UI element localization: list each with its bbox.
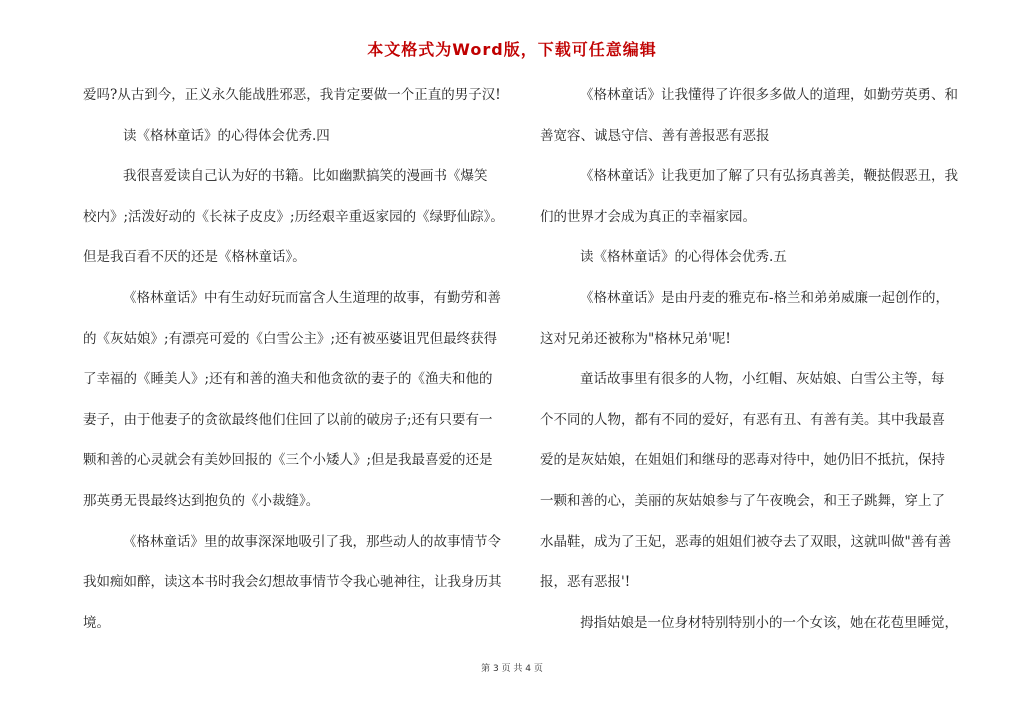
text-line: 的《灰姑娘》;有漂亮可爱的《白雪公主》;还有被巫婆诅咒但最终获得 — [83, 330, 498, 347]
document-header-title: 本文格式为Word版，下载可任意编辑 — [367, 40, 657, 59]
text-line: 们的世界才会成为真正的幸福家园。 — [540, 208, 756, 225]
text-line: 一颗和善的心，美丽的灰姑娘参与了午夜晚会，和王子跳舞，穿上了 — [540, 492, 945, 509]
text-line: 境。 — [83, 614, 110, 631]
text-line: 水晶鞋，成为了王妃，恶毒的姐姐们被夺去了双眼，这就叫做"善有善 — [540, 533, 952, 550]
text-line: 童话故事里有很多的人物，小红帽、灰姑娘、白雪公主等，每 — [580, 371, 945, 388]
text-line: 爱吗?从古到今，正义永久能战胜邪恶，我肯定要做一个正直的男子汉! — [83, 87, 501, 103]
page-number-footer: 第 3 页 共 4 页 — [481, 664, 543, 674]
text-line: 校内》;活泼好动的《长袜子皮皮》;历经艰辛重返家园的《绿野仙踪》。 — [83, 208, 504, 225]
section-heading-5: 读《格林童话》的心得体会优秀.五 — [580, 249, 787, 266]
text-line: 颗和善的心灵就会有美妙回报的《三个小矮人》;但是我最喜爱的还是 — [83, 452, 493, 469]
text-line: 我很喜爱读自己认为好的书籍。比如幽默搞笑的漫画书《爆笑 — [123, 168, 488, 185]
text-line: 报，恶有恶报'! — [540, 574, 631, 591]
text-line: 《格林童话》里的故事深深地吸引了我，那些动人的故事情节令 — [123, 533, 501, 550]
right-text-column — [540, 82, 965, 650]
text-line: 《格林童话》是由丹麦的雅克布-格兰和弟弟威廉一起创作的， — [580, 289, 950, 306]
text-line: 《格林童话》中有生动好玩而富含人生道理的故事，有勤劳和善 — [123, 289, 501, 306]
text-line: 拇指姑娘是一位身材特别特别小的一个女该，她在花苞里睡觉， — [580, 614, 958, 631]
section-heading-4: 读《格林童话》的心得体会优秀.四 — [123, 127, 330, 144]
text-line: 但是我百看不厌的还是《格林童话》。 — [83, 249, 306, 266]
text-line: 《格林童话》让我更加了解了只有弘扬真善美，鞭挞假恶丑，我 — [580, 168, 958, 185]
text-line: 《格林童话》让我懂得了许很多多做人的道理，如勤劳英勇、和 — [580, 87, 958, 103]
text-line: 个不同的人物，都有不同的爱好，有恶有丑、有善有美。其中我最喜 — [540, 411, 945, 428]
text-line: 了幸福的《睡美人》;还有和善的渔夫和他贪欲的妻子的《渔夫和他的 — [83, 371, 493, 388]
text-line: 那英勇无畏最终达到抱负的《小裁缝》。 — [83, 492, 320, 509]
text-line: 爱的是灰姑娘，在姐姐们和继母的恶毒对待中，她仍旧不抵抗，保持 — [540, 452, 945, 469]
text-line: 这对兄弟还被称为"格林兄弟'呢! — [540, 330, 731, 347]
text-line: 我如痴如醉，读这本书时我会幻想故事情节令我心驰神往，让我身历其 — [83, 574, 502, 591]
text-line: 妻子，由于他妻子的贪欲最终他们住回了以前的破房子;还有只要有一 — [83, 411, 493, 428]
left-text-column — [83, 82, 523, 650]
text-line: 善宽容、诚恳守信、善有善报恶有恶报 — [540, 127, 770, 144]
